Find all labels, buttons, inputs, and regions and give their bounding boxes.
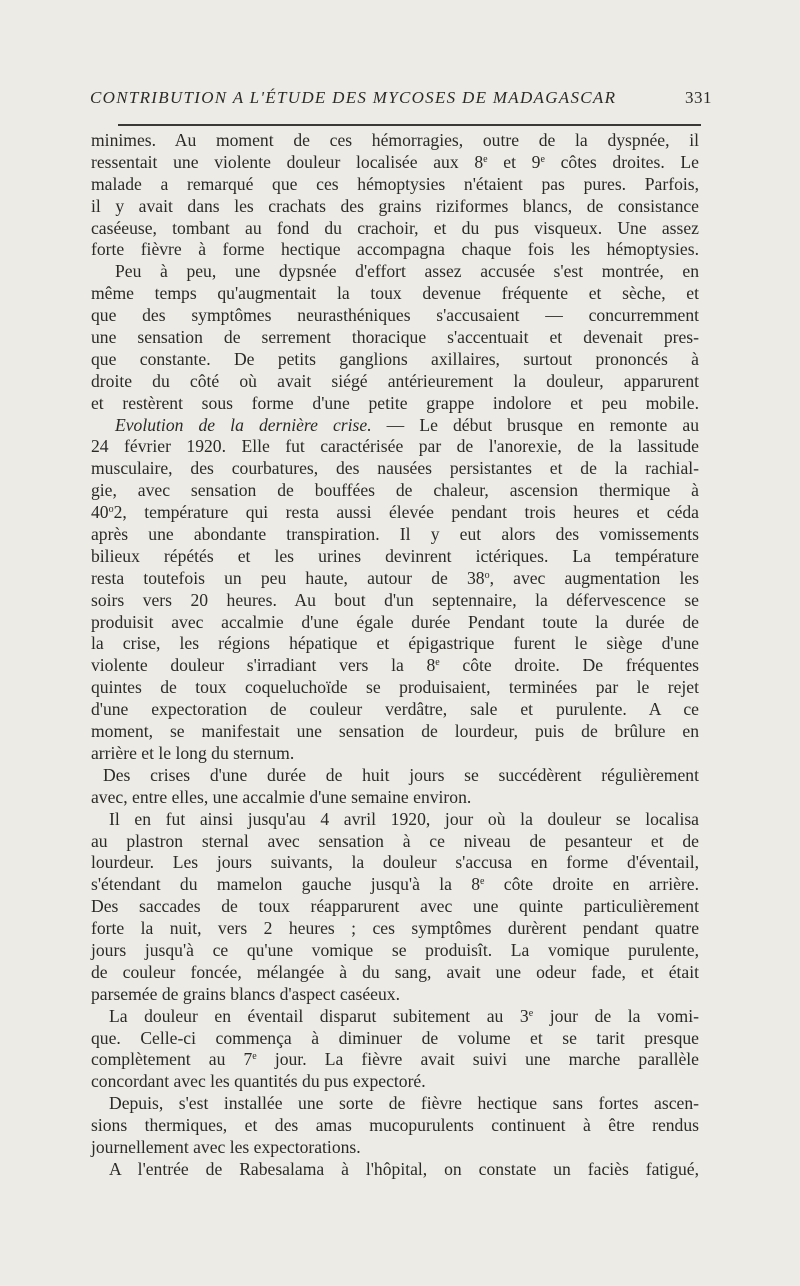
text-line: d'une expectoration de couleur verdâtre, sale et purulente. A ce: [91, 699, 699, 720]
text-line: Des saccades de toux réapparurent avec une quinte particulièrement: [91, 896, 699, 917]
text-line: musculaire, des courbatures, des nausées persistantes et de la rachial-: [91, 458, 699, 479]
section-heading: Evolution de la dernière crise.: [115, 414, 372, 435]
text-line: journellement avec les expectorations.: [91, 1136, 361, 1157]
text-line: même temps qu'augmentait la toux devenue fréquente et sèche, et: [91, 283, 699, 304]
text-line: la crise, les régions hépatique et épigastrique furent le siège d'une: [91, 633, 699, 654]
text-line: forte fièvre à forme hectique accompagna chaque fois les hémoptysies.: [91, 239, 699, 260]
text-line: minimes. Au moment de ces hémorragies, outre de la dyspnée, il: [91, 130, 699, 150]
text-line: Peu à peu, une dypsnée d'effort assez accusée s'est montrée, en: [115, 261, 699, 282]
text-line: Des crises d'une durée de huit jours se succédèrent régulièrement: [103, 764, 699, 785]
text-line: complètement au 7e jour. La fièvre avait suivi une marche parallèle: [91, 1049, 699, 1070]
text-line: A l'entrée de Rabesalama à l'hôpital, on constate un faciès fatigué,: [109, 1158, 699, 1179]
text-line: La douleur en éventail disparut subitement au 3e jour de la vomi-: [109, 1005, 699, 1026]
text-line: parsemée de grains blancs d'aspect caséeux.: [91, 983, 400, 1004]
text-line: que constante. De petits ganglions axillaires, surtout prononcés à: [91, 348, 699, 369]
text-line: jours jusqu'à ce qu'une vomique se produisît. La vomique purulente,: [91, 939, 699, 960]
text-line: violente douleur s'irradiant vers la 8e côte droite. De fréquentes: [91, 655, 699, 676]
text-line: lourdeur. Les jours suivants, la douleur s'accusa en forme d'éventail,: [91, 852, 699, 873]
text-line: 24 février 1920. Elle fut caractérisée par de l'anorexie, de la lassitude: [91, 436, 699, 457]
text-line: sions thermiques, et des amas mucopurulents continuent à être rendus: [91, 1115, 699, 1136]
text-line: Depuis, s'est installée une sorte de fièvre hectique sans fortes ascen-: [109, 1093, 699, 1114]
text-line: caséeuse, tombant au fond du crachoir, et du pus visqueux. Une assez: [91, 217, 699, 238]
body-text: [91, 130, 699, 1181]
text-line: il y avait dans les crachats des grains riziformes blancs, de consistance: [91, 195, 699, 216]
text-line: resta toutefois un peu haute, autour de 38$^o$, avec augmentation les: [91, 567, 699, 588]
text-line: malade a remarqué que ces hémoptysies n'étaient pas pures. Parfois,: [91, 173, 699, 194]
text-line: produisit avec accalmie d'une égale durée Pendant toute la durée de: [91, 611, 699, 632]
text-line: moment, se manifestait une sensation de lourdeur, puis de brûlure en: [91, 721, 699, 742]
text-line: gie, avec sensation de bouffées de chaleur, ascension thermique à: [91, 480, 699, 501]
text-line: quintes de toux coqueluchoïde se produisaient, terminées par le rejet: [91, 677, 699, 698]
text-line: s'étendant du mamelon gauche jusqu'à la 8e côte droite en arrière.: [91, 874, 699, 895]
text-line: de couleur foncée, mélangée à du sang, avait une odeur fade, et était: [91, 961, 699, 982]
text-line: que. Celle-ci commença à diminuer de volume et se tarit presque: [91, 1027, 699, 1048]
text-line: 40$^o$2, température qui resta aussi élevée pendant trois heures et céda: [91, 502, 699, 523]
text-line: et restèrent sous forme d'une petite grappe indolore et peu mobile.: [91, 392, 699, 413]
text-line: Il en fut ainsi jusqu'au 4 avril 1920, jour où la douleur se localisa: [109, 808, 699, 829]
text-line: concordant avec les quantités du pus expectoré.: [91, 1071, 426, 1092]
text-line: droite du côté où avait siégé antérieurement la douleur, apparurent: [91, 370, 699, 391]
text-line: au plastron sternal avec sensation à ce niveau de pesanteur et de: [91, 830, 699, 851]
text-line: forte la nuit, vers 2 heures ; ces symptômes durèrent pendant quatre: [91, 918, 699, 939]
text-line: que des symptômes neurasthéniques s'accusaient — concurremment: [91, 305, 699, 326]
text-line: bilieux répétés et les urines devinrent ictériques. La température: [91, 545, 699, 566]
page-number: 331: [685, 88, 712, 107]
text-line: une sensation de serrement thoracique s'accentuait et devenait pres-: [91, 327, 699, 348]
text-line: soirs vers 20 heures. Au bout d'un septennaire, la défervescence se: [91, 589, 699, 610]
section-heading-line: Evolution de la dernière crise. — Le début brusque en remonte au: [115, 414, 699, 435]
header-rule: [118, 124, 701, 126]
running-title: CONTRIBUTION A L'ÉTUDE DES MYCOSES DE MADAGASCAR: [90, 88, 617, 107]
text-line: ressentait une violente douleur localisée aux 8e et 9e côtes droites. Le: [91, 151, 699, 172]
text-line: après une abondante transpiration. Il y eut alors des vomissements: [91, 524, 699, 545]
text-line: arrière et le long du sternum.: [91, 742, 295, 763]
running-header: [90, 88, 712, 108]
text-line: avec, entre elles, une accalmie d'une semaine environ.: [91, 786, 472, 807]
